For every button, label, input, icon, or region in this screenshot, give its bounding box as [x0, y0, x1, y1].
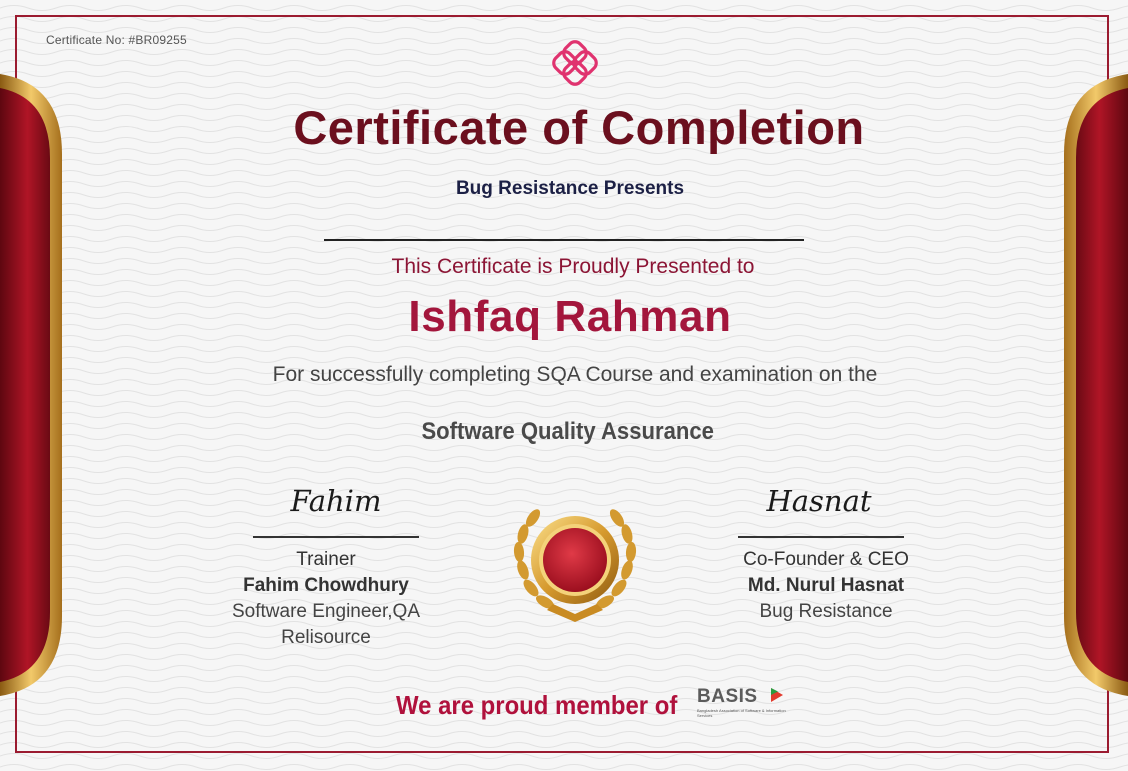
- presenter-line: Bug Resistance Presents: [455, 178, 685, 199]
- wave-line: [0, 6, 1128, 11]
- recipient-name: Ishfaq Rahman: [408, 292, 732, 341]
- left-signatory-title: Software Engineer,QA: [232, 601, 420, 622]
- wave-line: [0, 765, 1128, 770]
- right-signature: Hasnat: [766, 484, 872, 518]
- basis-logo: [697, 686, 787, 722]
- right-signatory-name: Md. Nurul Hasnat: [747, 575, 905, 596]
- certificate-title: Certificate of Completion: [293, 101, 865, 154]
- left-signature: Fahim: [290, 484, 382, 518]
- left-signatory-name: Fahim Chowdhury: [243, 575, 409, 596]
- basis-logo-word: BASIS: [697, 686, 758, 707]
- left-signatory-role: Trainer: [296, 549, 356, 570]
- right-signatory-block: [696, 547, 956, 625]
- right-signatory-role: Co-Founder & CEO: [743, 549, 909, 570]
- certificate-number: Certificate No: #BR09255: [46, 33, 187, 47]
- presented-to-line: This Certificate is Proudly Presented to: [391, 255, 755, 278]
- basis-flag-icon: [771, 688, 783, 702]
- left-signature-line: [253, 536, 419, 538]
- wave-line: [0, 754, 1128, 759]
- left-signatory-block: [196, 547, 456, 651]
- completion-reason: For successfully completing SQA Course and examination on the: [272, 363, 878, 386]
- gold-laurel-seal-icon: [505, 498, 645, 628]
- right-signatory-organization: Bug Resistance: [759, 601, 893, 622]
- left-signatory-organization: Relisource: [281, 627, 371, 648]
- right-signature-line: [738, 536, 904, 538]
- membership-line: We are proud member of: [396, 690, 678, 720]
- title-divider: [324, 239, 804, 241]
- course-name: Software Quality Assurance: [421, 418, 714, 445]
- interlocked-rings-icon: [551, 40, 599, 86]
- basis-logo-subtitle: Bangladesh Association of Software & Information Services: [697, 708, 786, 718]
